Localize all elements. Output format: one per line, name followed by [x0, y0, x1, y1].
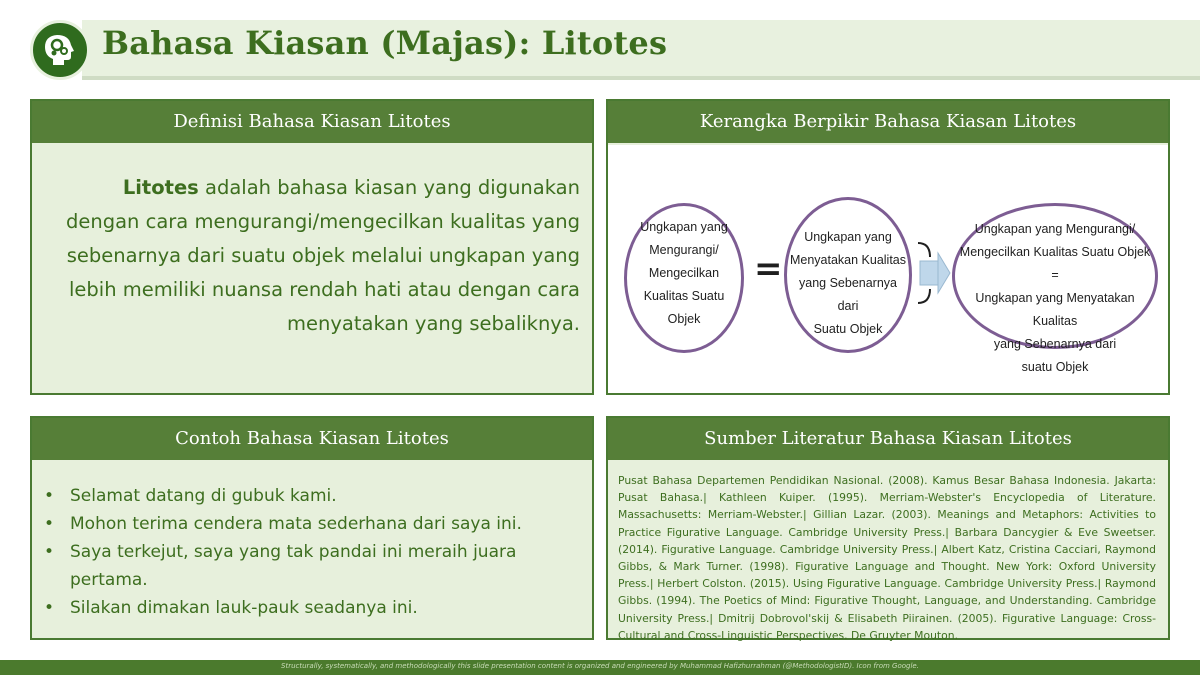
oval-1-line: Mengurangi/ — [649, 243, 719, 257]
oval-1-line: Objek — [667, 312, 701, 326]
sources-panel-header — [608, 418, 1168, 462]
list-item: • Selamat datang di gubuk kami. — [38, 482, 582, 510]
examples-panel — [30, 416, 594, 640]
list-item: • Saya terkejut, saya yang tak pandai ini meraih juara pertama. — [38, 538, 582, 594]
oval-1-line: Ungkapan yang — [640, 220, 728, 234]
list-item: • Silakan dimakan lauk-pauk seadanya ini. — [38, 594, 582, 622]
oval-reduced-expression — [624, 203, 744, 353]
sources-panel — [606, 416, 1170, 640]
page-title: Bahasa Kiasan (Majas): Litotes — [102, 24, 668, 62]
definition-text — [52, 171, 580, 341]
oval-true-expression — [784, 197, 912, 353]
oval-1-line: Kualitas Suatu — [643, 289, 725, 303]
definition-panel-title: Definisi Bahasa Kiasan Litotes — [173, 111, 451, 132]
definition-panel — [30, 99, 594, 395]
oval-2-line: Menyatakan Kualitas — [789, 253, 907, 267]
oval-3-line: Ungkapan yang Mengurangi/ — [974, 222, 1136, 236]
oval-conclusion — [952, 203, 1158, 374]
oval-2-line: Suatu Objek — [813, 322, 883, 336]
framework-panel-title: Kerangka Berpikir Bahasa Kiasan Litotes — [699, 111, 1077, 132]
oval-2-line: yang Sebenarnya dari — [799, 276, 897, 313]
sources-panel-title: Sumber Literatur Bahasa Kiasan Litotes — [704, 428, 1072, 449]
oval-3-line: Ungkapan yang Menyatakan Kualitas — [975, 291, 1135, 328]
list-item: • Mohon terima cendera mata sederhana dari saya ini. — [38, 510, 582, 538]
definition-panel-header — [32, 101, 592, 145]
oval-1-line: Mengecilkan — [648, 266, 720, 280]
footer-credit: Structurally, systematically, and methodologically this slide presentation content is organized and engineered by Muhammad Hafizhurrahman (@MethodologistID). Icon from Google. — [281, 662, 919, 670]
examples-panel-header — [32, 418, 592, 462]
framework-panel-header — [608, 101, 1168, 145]
sources-text: Pusat Bahasa Departemen Pendidikan Nasional. (2008). Kamus Besar Bahasa Indonesia. Jakarta: Pusat Bahasa.| Kathleen Kuiper. (1995). Merriam-Webster's Encyclopedia of Literature. Massachusetts: Merriam-Webster.| Gillian Lazar. (2003). Meanings and Metaphors: Activities to Practice Figurative Language. Cambridge University Press.| Barbara Dancygier & Eve Sweetser. (2014). Figurative Language. Cambridge University Press.| Albert Katz, Cristina Cacciari, Raymond Gibbs, & Mark Turner. (1998). Figurative Language and Thought. New York: Oxford University Press.| Herbert Colston. (2015). Using Figurative Language. Cambridge University Press.| Raymond Gibbs. (1994). The Poetics of Mind: Figurative Thought, Language, and Understanding. Cambridge University Press.| Dmitrij Dobrovol'skij & Elisabeth Piirainen. (2005). Figurative Language: Cross-Cultural and Cross-Linguistic Perspectives. De Gruyter Mouton. — [618, 474, 1156, 642]
oval-2-text — [787, 226, 909, 341]
oval-3-line: suatu Objek — [1021, 360, 1089, 374]
head-gears-icon — [30, 20, 90, 80]
oval-1-text — [627, 216, 741, 331]
equals-sign: = — [754, 249, 783, 289]
oval-2-line: Ungkapan yang — [804, 230, 892, 244]
header-band-shadow — [82, 76, 1200, 80]
framework-panel — [606, 99, 1170, 395]
definition-term: Litotes — [122, 176, 199, 199]
footer-bar — [0, 660, 1200, 675]
definition-body: adalah bahasa kiasan yang digunakan dengan cara mengurangi/mengecilkan kualitas yang sebenarnya dari suatu objek melalui ungkapan yang lebih memiliki nuansa rendah hati atau dengan cara menyatakan yang sebaliknya. — [66, 176, 580, 335]
oval-3-line: yang Sebenarnya dari — [993, 337, 1117, 351]
examples-list — [38, 482, 582, 622]
oval-3-text — [955, 218, 1155, 379]
examples-panel-title: Contoh Bahasa Kiasan Litotes — [175, 428, 449, 449]
oval-3-line: Mengecilkan Kualitas Suatu Objek = — [959, 245, 1151, 282]
implies-arrow-icon — [916, 239, 952, 307]
